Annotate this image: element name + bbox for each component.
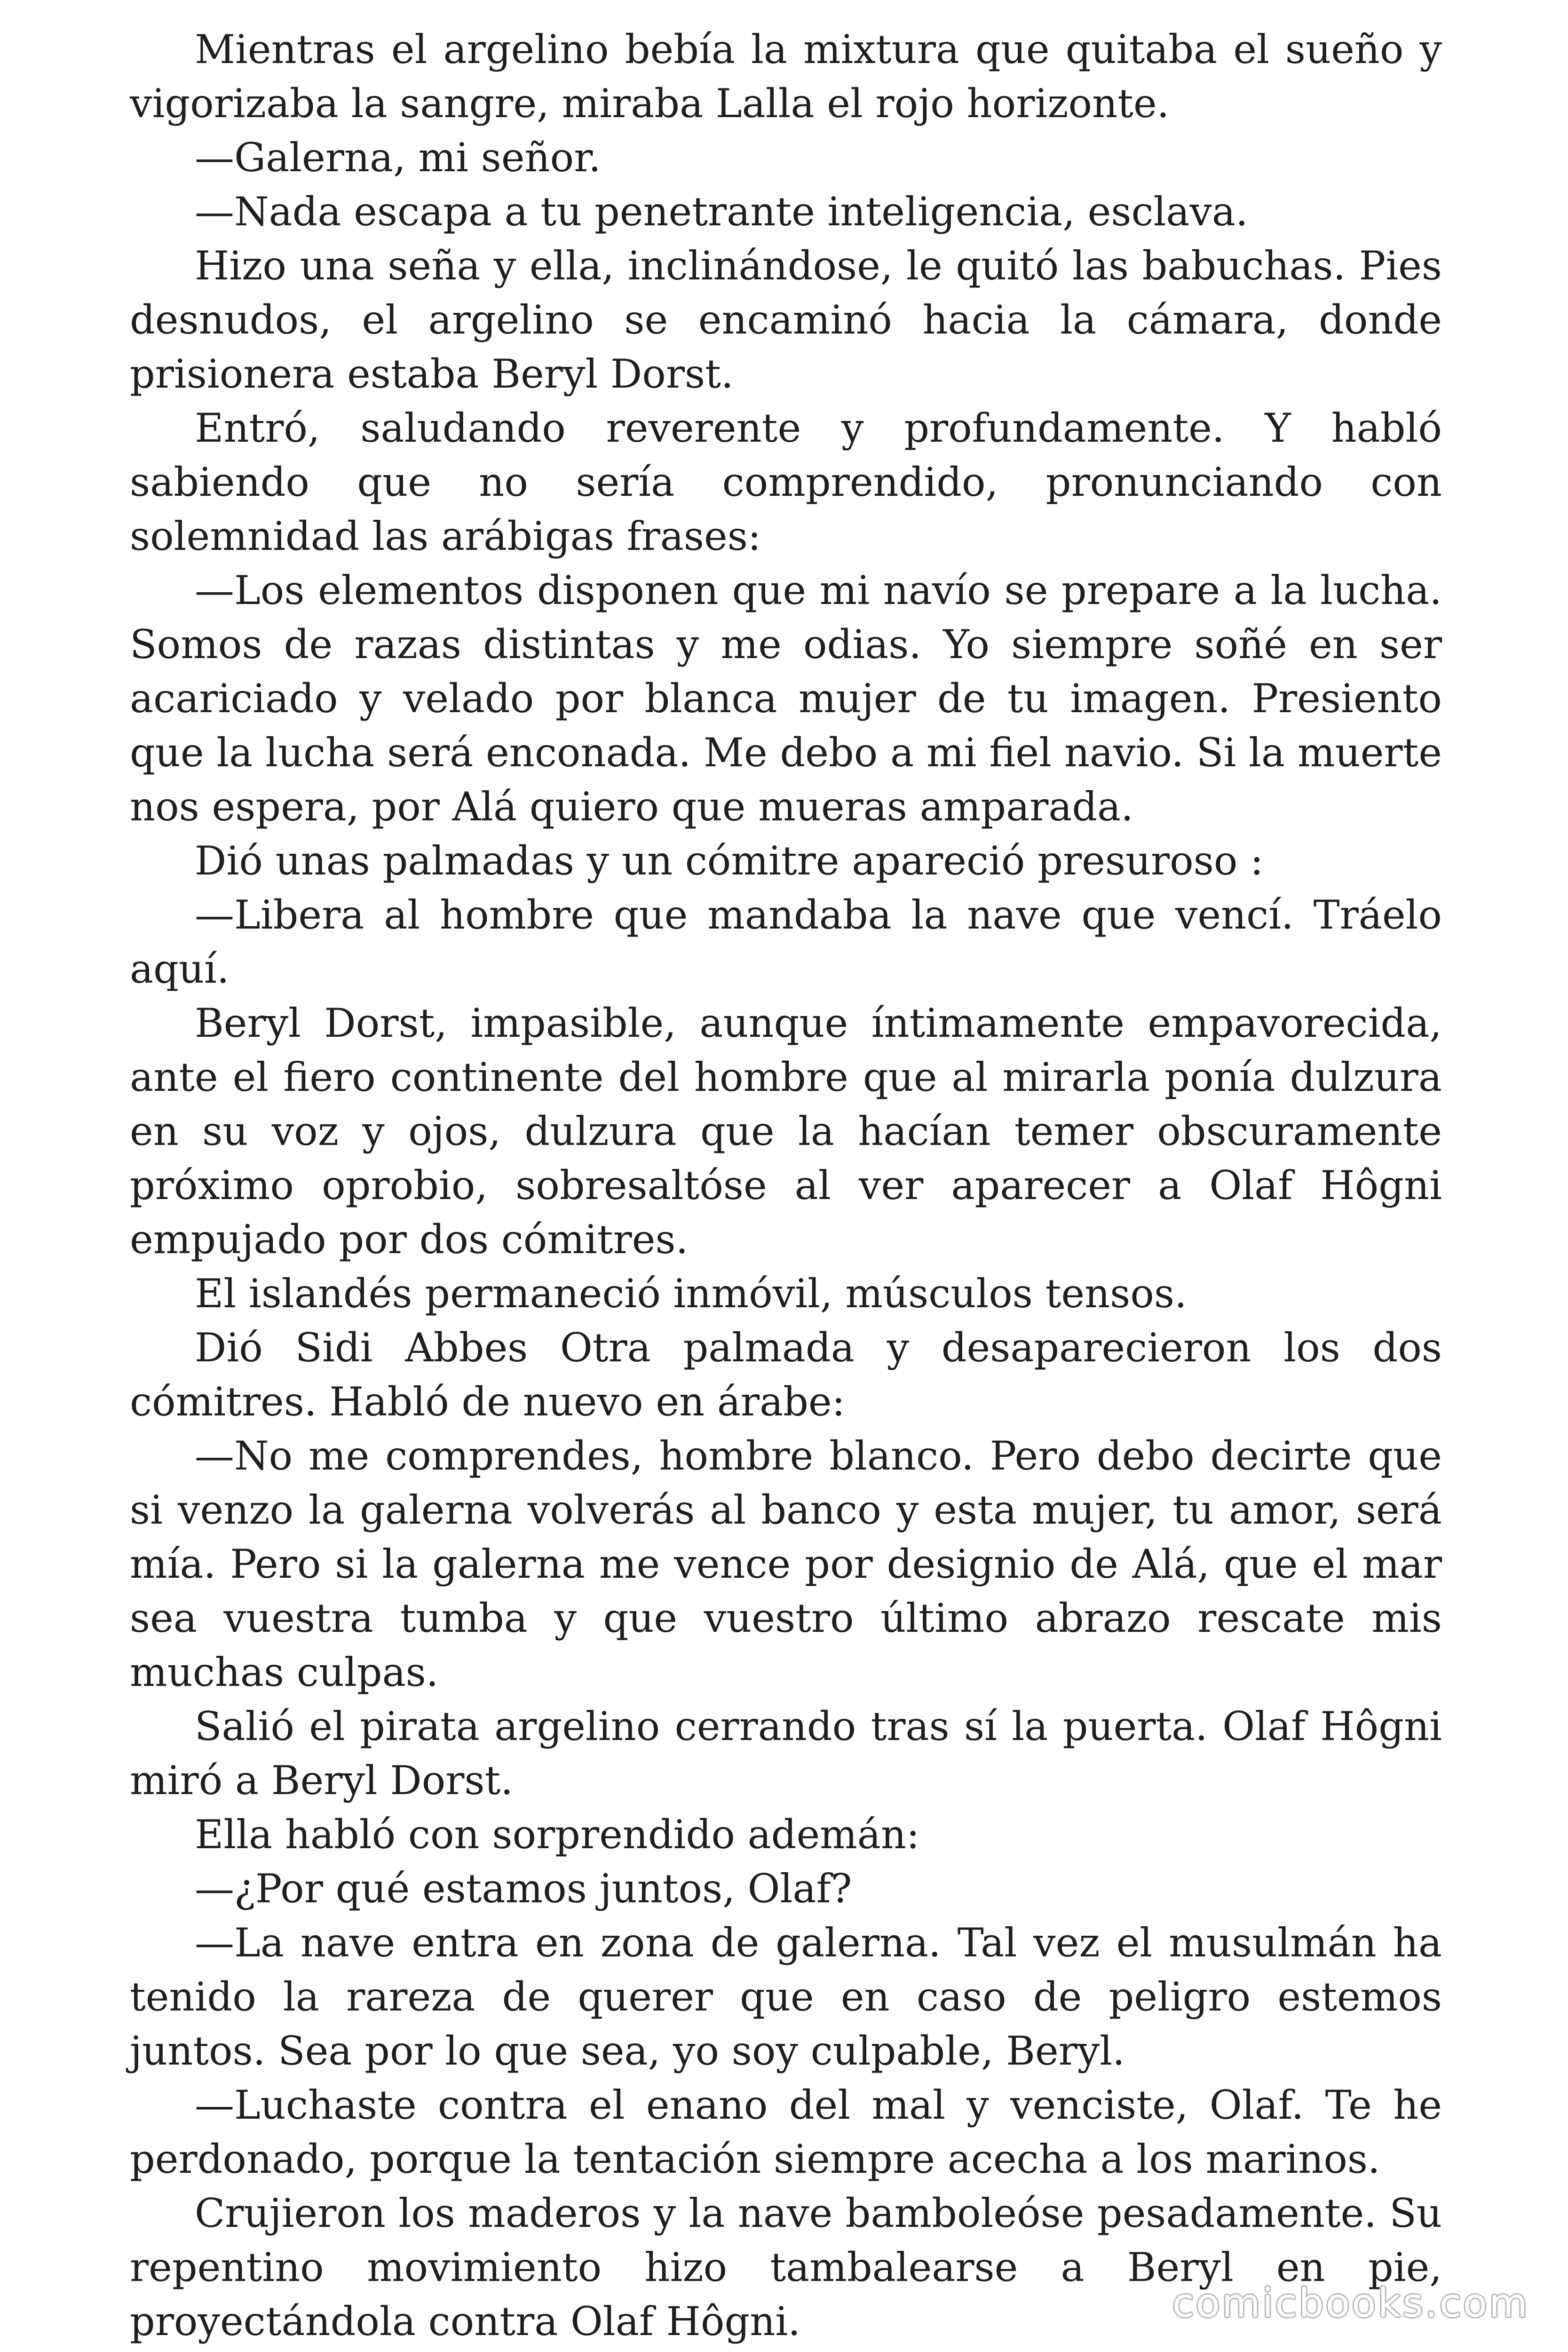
paragraph: —Luchaste contra el enano del mal y venciste, Olaf. Te he perdonado, porque la tentación siempre acecha a los marinos. xyxy=(130,2082,1442,2182)
paragraph: Hizo una seña y ella, inclinándose, le quitó las babuchas. Pies desnudos, el argelino se encaminó hacia la cámara, donde prisionera estaba Beryl Dorst. xyxy=(130,243,1442,397)
paragraph: Entró, saludando reverente y profundamente. Y habló sabiendo que no sería comprendido, pronunciando con solemnidad las arábigas frases: xyxy=(130,405,1442,559)
watermark: comicbooks.com xyxy=(1172,2280,1529,2326)
paragraph: Crujieron los maderos y la nave bamboleóse pesadamente. Su repentino movimiento hizo tambalearse a Beryl en pie, proyectándola contra Olaf Hôgni. xyxy=(130,2190,1442,2344)
paragraph: —Libera al hombre que mandaba la nave que vencí. Tráelo aquí. xyxy=(130,892,1442,992)
paragraph: Ella habló con sorprendido ademán: xyxy=(195,1812,920,1858)
paragraph: Beryl Dorst, impasible, aunque íntimamente empavorecida, ante el fiero continente del hombre que al mirarla ponía dulzura en su voz y ojos, dulzura que la hacían temer obscuramente próximo oprobio, sobresaltóse al ver aparecer a Olaf Hôgni empujado por dos cómitres. xyxy=(130,1000,1442,1263)
paragraph: —La nave entra en zona de galerna. Tal vez el musulmán ha tenido la rareza de querer que en caso de peligro estemos juntos. Sea por lo que sea, yo soy culpable, Beryl. xyxy=(130,1920,1442,2074)
paragraph: —¿Por qué estamos juntos, Olaf? xyxy=(195,1866,852,1912)
paragraph: Dió unas palmadas y un cómitre apareció presuroso : xyxy=(195,838,1264,884)
paragraph: Dió Sidi Abbes Otra palmada y desaparecieron los dos cómitres. Habló de nuevo en árabe: xyxy=(130,1325,1442,1425)
paragraph: —No me comprendes, hombre blanco. Pero debo decirte que si venzo la galerna volverás al banco y esta mujer, tu amor, será mía. Pero si la galerna me vence por designio de Alá, que el mar sea vuestra tumba y que vuestro último abrazo rescate mis muchas culpas. xyxy=(130,1433,1442,1695)
paragraph: —Galerna, mi señor. xyxy=(195,135,601,181)
paragraph: Mientras el argelino bebía la mixtura que quitaba el sueño y vigorizaba la sangre, miraba Lalla el rojo horizonte. xyxy=(130,26,1442,127)
paragraph: —Los elementos disponen que mi navío se prepare a la lucha. Somos de razas distintas y me odias. Yo siempre soñé en ser acariciado y velado por blanca mujer de tu imagen. Presiento que la lucha será enconada. Me debo a mi fiel navio. Si la muerte nos espera, por Alá quiero que mueras amparada. xyxy=(130,567,1442,830)
paragraph: El islandés permaneció inmóvil, músculos tensos. xyxy=(195,1271,1187,1317)
page-text xyxy=(130,23,1442,2349)
paragraph: —Nada escapa a tu penetrante inteligencia, esclava. xyxy=(195,189,1248,235)
paragraph: Salió el pirata argelino cerrando tras sí la puerta. Olaf Hôgni miró a Beryl Dorst. xyxy=(130,1703,1442,1804)
